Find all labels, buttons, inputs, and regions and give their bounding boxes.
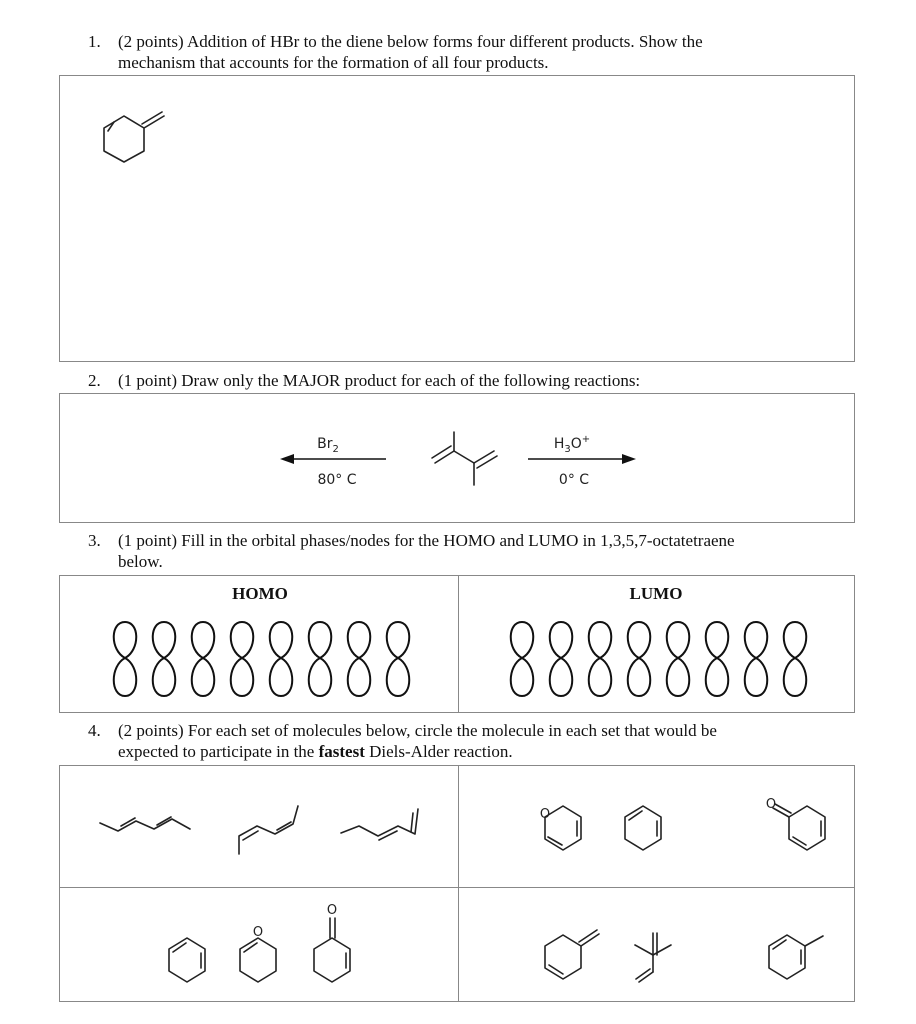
svg-text:O: O <box>539 807 551 822</box>
left-arrow-head <box>280 454 294 464</box>
pyranone-b1 <box>545 806 581 850</box>
question-1-text <box>118 31 858 73</box>
cyclohexadiene-c1 <box>169 938 205 982</box>
question-1-number: 1. <box>88 32 101 51</box>
diene-a1 <box>100 817 190 831</box>
question-2-text: (1 point) Draw only the MAJOR product for each of the following reactions: <box>118 371 641 390</box>
lumo-p-orbital-8[interactable] <box>784 622 807 696</box>
diene-a2 <box>239 806 298 854</box>
homo-orbitals[interactable] <box>105 616 415 706</box>
question-1-line-2: mechanism that accounts for the formation of all four products. <box>118 53 549 72</box>
lumo-orbitals[interactable] <box>502 616 812 706</box>
lumo-p-orbital-7[interactable] <box>745 622 768 696</box>
question-2-number: 2. <box>88 371 101 390</box>
lumo-p-orbital-5[interactable] <box>667 622 690 696</box>
question-3-number: 3. <box>88 531 101 550</box>
question-1-line-1: (2 points) Addition of HBr to the diene below forms four different products. Show the <box>118 32 703 51</box>
homo-p-orbital-1[interactable] <box>114 622 137 696</box>
question-4-line-2: expected to participate in the fastest Diels-Alder reaction. <box>118 742 513 761</box>
lumo-p-orbital-6[interactable] <box>706 622 729 696</box>
homo-p-orbital-3[interactable] <box>192 622 215 696</box>
svg-text:O: O <box>765 797 777 812</box>
cyclohexenone-c3 <box>314 918 350 982</box>
molecule-set-b[interactable] <box>459 766 857 887</box>
homo-p-orbital-5[interactable] <box>270 622 293 696</box>
molecule-set-d[interactable] <box>459 888 857 1003</box>
molecule-set-a[interactable] <box>60 766 458 887</box>
diene-molecule-q1 <box>76 94 176 184</box>
left-reagent-top: $Br_2$ <box>317 436 339 455</box>
homo-lumo-divider <box>458 576 459 712</box>
homo-p-orbital-8[interactable] <box>387 622 410 696</box>
methylenecyclohexene-d1 <box>545 930 599 979</box>
lumo-p-orbital-2[interactable] <box>550 622 573 696</box>
right-reagent-top: $H_3O^+$ <box>553 434 591 455</box>
answer-box-2[interactable] <box>59 393 855 523</box>
dimethylbutadiene-d2 <box>635 933 671 982</box>
question-3-line-1: (1 point) Fill in the orbital phases/nodes for the HOMO and LUMO in 1,3,5,7-octatetraene <box>118 531 735 550</box>
answer-box-1[interactable] <box>59 75 855 362</box>
cyclohexadiene-b2 <box>625 806 661 850</box>
right-arrow-head <box>622 454 636 464</box>
diene-a3 <box>341 809 418 840</box>
lumo-p-orbital-3[interactable] <box>589 622 612 696</box>
homo-p-orbital-2[interactable] <box>153 622 176 696</box>
answer-box-3[interactable] <box>59 575 855 713</box>
svg-text:O: O <box>326 903 338 918</box>
lumo-p-orbital-4[interactable] <box>628 622 651 696</box>
dihydropyran-c2 <box>240 938 276 982</box>
question-3-text <box>118 530 858 572</box>
diene-molecule-q2 <box>432 432 497 485</box>
question-4-line-1: (2 points) For each set of molecules below, circle the molecule in each set that would be <box>118 721 717 740</box>
lumo-label: LUMO <box>629 584 683 603</box>
question-4-number: 4. <box>88 721 101 740</box>
lumo-p-orbital-1[interactable] <box>511 622 534 696</box>
question-3-line-2: below. <box>118 552 163 571</box>
question-4-text <box>118 720 858 762</box>
cyclohexadienone-b3 <box>773 804 825 850</box>
fastest-emphasis: fastest <box>318 742 365 761</box>
homo-label: HOMO <box>232 584 288 603</box>
homo-p-orbital-7[interactable] <box>348 622 371 696</box>
molecule-set-c[interactable] <box>60 888 458 1003</box>
reaction-scheme-q2 <box>60 394 856 524</box>
right-reagent-bottom: 0° C <box>558 472 590 488</box>
homo-p-orbital-6[interactable] <box>309 622 332 696</box>
left-reagent-bottom: 80° C <box>317 472 357 488</box>
answer-box-4 <box>59 765 855 1002</box>
svg-text:O: O <box>252 925 264 940</box>
methylcyclohexadiene-d3 <box>769 935 823 979</box>
homo-p-orbital-4[interactable] <box>231 622 254 696</box>
